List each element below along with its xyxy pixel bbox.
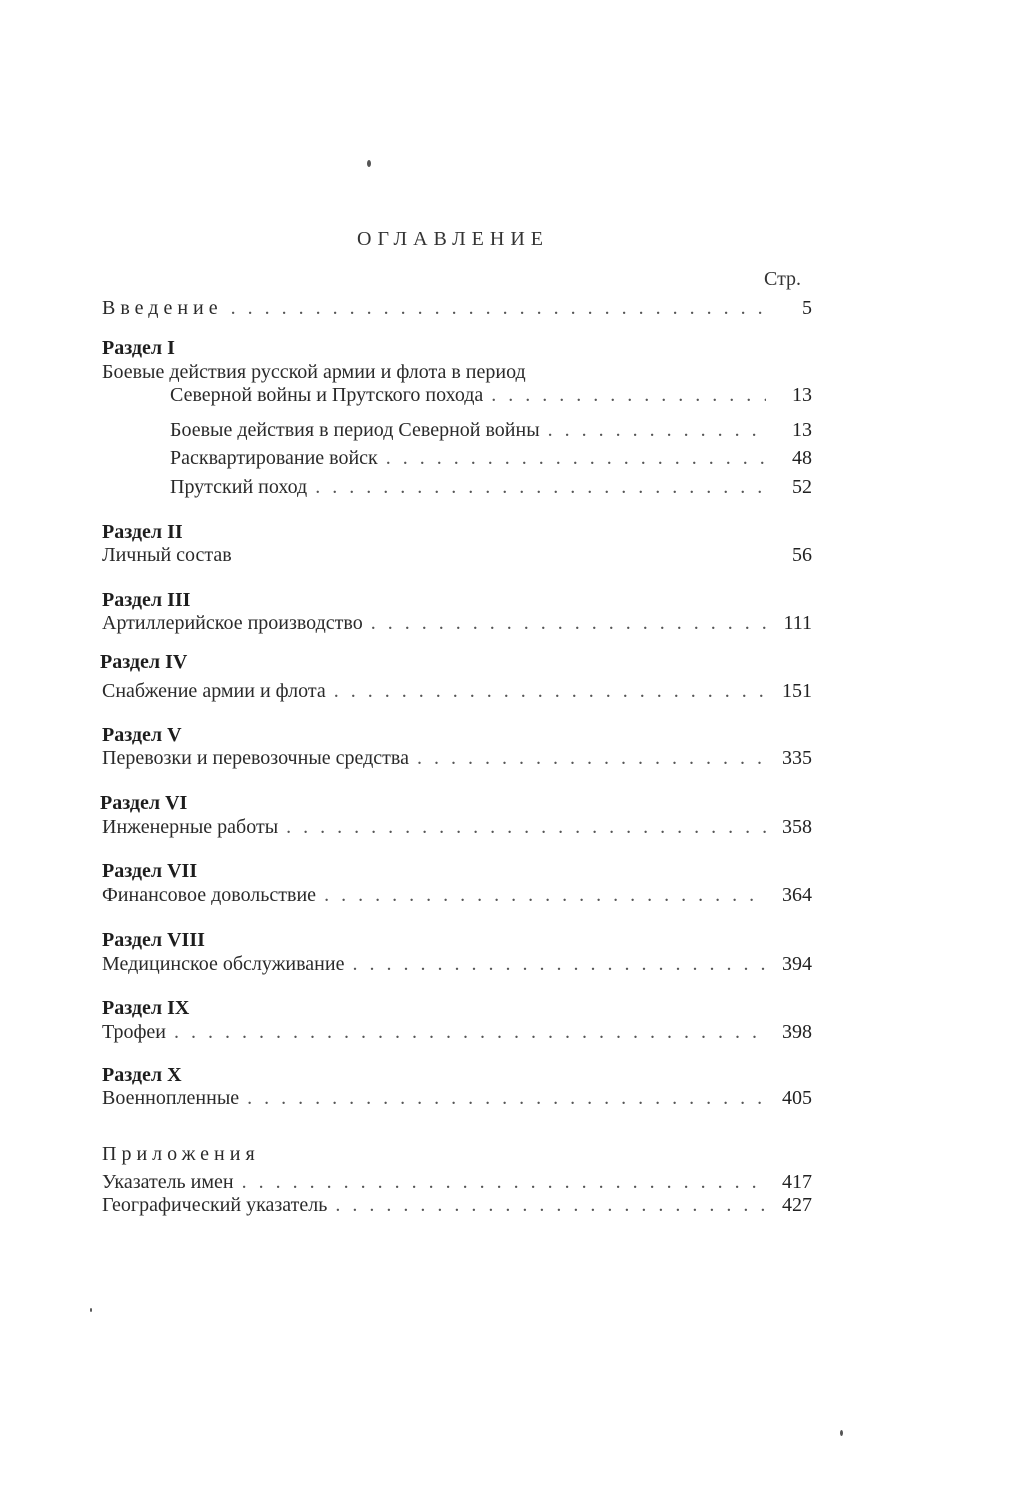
scan-speck (840, 1430, 843, 1436)
toc-entry-section-7[interactable] (102, 881, 812, 909)
toc-entry-page: 48 (792, 447, 812, 469)
toc-entry-intro[interactable] (102, 294, 812, 322)
section-heading: Раздел IV (100, 651, 188, 673)
dot-leader (231, 294, 766, 322)
toc-entry-page: 417 (782, 1171, 812, 1193)
toc-subentry[interactable] (170, 416, 812, 444)
toc-entry-page: 358 (782, 816, 812, 838)
toc-entry-page: 52 (792, 476, 812, 498)
toc-entry-label: Расквартирование войск (170, 447, 378, 469)
toc-entry-section-3[interactable] (102, 609, 812, 637)
section-heading: Раздел X (102, 1064, 182, 1086)
section-heading: Раздел III (102, 589, 191, 611)
dot-leader (417, 744, 766, 772)
toc-entry-label: Военнопленные (102, 1087, 240, 1109)
dot-leader (371, 609, 766, 637)
toc-entry-section-6[interactable] (102, 813, 812, 841)
section-heading: Раздел VIII (102, 929, 205, 951)
scan-speck (367, 160, 371, 167)
toc-entry-section-1[interactable] (170, 381, 812, 409)
dot-leader (315, 473, 766, 501)
toc-subentry[interactable] (170, 473, 812, 501)
toc-entry-section-5[interactable] (102, 744, 812, 772)
toc-entry-label: Инженерные работы (102, 816, 279, 838)
toc-entry-label: Географический указатель (102, 1194, 328, 1216)
toc-entry-page: 13 (792, 384, 812, 406)
dot-leader (334, 677, 766, 705)
dot-leader (386, 444, 766, 472)
dot-leader (247, 1084, 766, 1112)
toc-entry-page: 111 (783, 612, 812, 634)
section-heading: Раздел VII (102, 860, 198, 882)
toc-entry-label: Боевые действия в период Северной войны (170, 419, 540, 441)
toc-entry-label: Снабжение армии и флота (102, 680, 326, 702)
toc-entry-label: Перевозки и перевозочные средства (102, 747, 409, 769)
toc-entry-label: Личный состав (102, 544, 232, 566)
section-heading: Раздел I (102, 337, 175, 359)
toc-entry-label: Северной войны и Прутского похода (170, 384, 484, 406)
toc-entry-page: 13 (792, 419, 812, 441)
toc-entry-page: 151 (782, 680, 812, 702)
dot-leader (174, 1018, 766, 1046)
toc-entry-section-2[interactable] (102, 541, 812, 569)
toc-entry-section-10[interactable] (102, 1084, 812, 1112)
section-heading: Раздел IX (102, 997, 190, 1019)
toc-entry-page: 405 (782, 1087, 812, 1109)
section-heading: Раздел II (102, 521, 183, 543)
section-heading: Раздел VI (100, 792, 188, 814)
toc-subentry[interactable] (170, 444, 812, 472)
toc-entry-section-9[interactable] (102, 1018, 812, 1046)
toc-entry-page: 427 (782, 1194, 812, 1216)
toc-entry-section-8[interactable] (102, 950, 812, 978)
dot-leader (491, 381, 766, 409)
dot-leader (548, 416, 766, 444)
toc-entry-label: Введение (102, 297, 223, 319)
appendix-heading: Приложения (102, 1143, 260, 1165)
page-title: ОГЛАВЛЕНИЕ (357, 228, 549, 250)
dot-leader (352, 950, 766, 978)
toc-entry-page: 398 (782, 1021, 812, 1043)
toc-entry-label: Трофеи (102, 1021, 166, 1043)
toc-entry-label: Артиллерийское производство (102, 612, 363, 634)
toc-entry-label: Прутский поход (170, 476, 308, 498)
dot-leader (335, 1191, 766, 1219)
toc-entry-page: 364 (782, 884, 812, 906)
page-column-label: Стр. (764, 268, 802, 290)
toc-entry-label: Указатель имен (102, 1171, 234, 1193)
dot-leader (324, 881, 766, 909)
toc-entry-label: Медицинское обслуживание (102, 953, 345, 975)
scan-speck (90, 1308, 92, 1312)
section-heading: Раздел V (102, 724, 182, 746)
toc-entry-section-4[interactable] (102, 677, 812, 705)
toc-entry-page: 5 (802, 297, 812, 319)
toc-entry-page: 56 (792, 544, 812, 566)
toc-entry-page: 335 (782, 747, 812, 769)
toc-entry-appendix[interactable] (102, 1191, 812, 1219)
toc-entry-label[interactable]: Боевые действия русской армии и флота в период (102, 361, 526, 383)
dot-leader (286, 813, 766, 841)
toc-entry-label: Финансовое довольствие (102, 884, 317, 906)
toc-entry-page: 394 (782, 953, 812, 975)
